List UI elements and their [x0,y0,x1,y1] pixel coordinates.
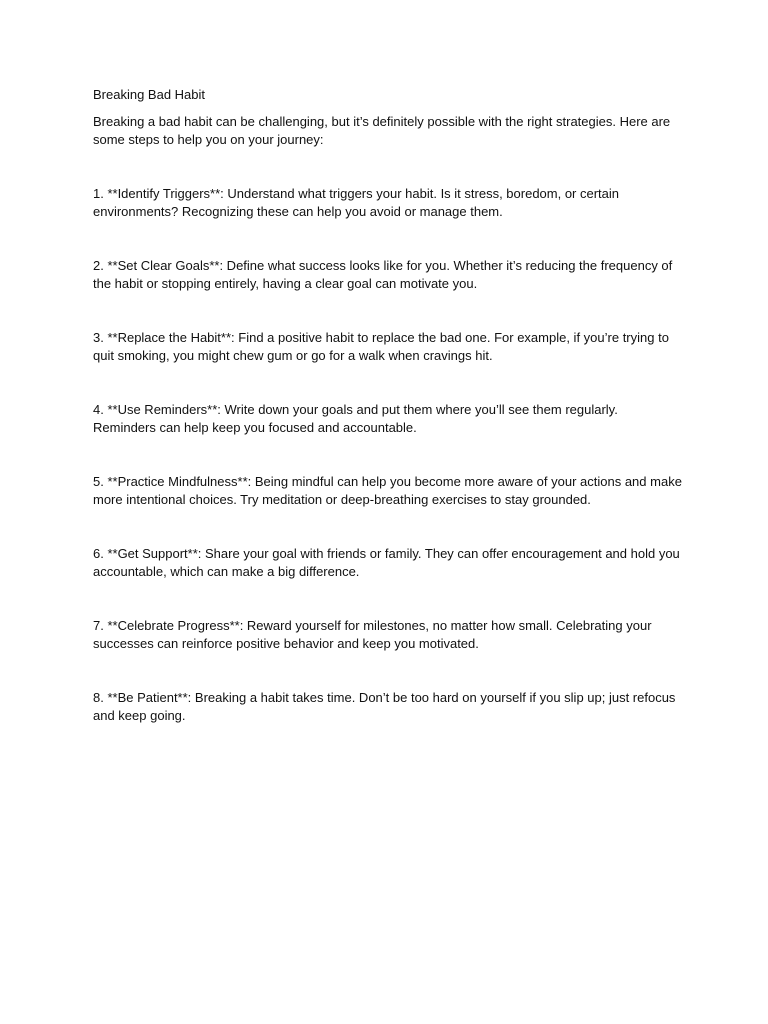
step-paragraph: 7. **Celebrate Progress**: Reward yourself for milestones, no matter how small. Celebrating your successes can reinforce positive behavior and keep you motivated. [93,618,652,651]
step-paragraph: 3. **Replace the Habit**: Find a positive habit to replace the bad one. For example, if you’re trying to quit smoking, you might chew gum or go for a walk when cravings hit. [93,330,669,363]
step-paragraph: 2. **Set Clear Goals**: Define what success looks like for you. Whether it’s reducing the frequency of the habit or stopping entirely, having a clear goal can motivate you. [93,258,673,291]
step-paragraph: 4. **Use Reminders**: Write down your goals and put them where you’ll see them regularly. Reminders can help keep you focused and accountable. [93,402,618,435]
step-paragraph: 6. **Get Support**: Share your goal with friends or family. They can offer encouragement and hold you accountable, which can make a big difference. [93,546,680,579]
intro-paragraph: Breaking a bad habit can be challenging, but it’s definitely possible with the right strategies. Here are some steps to help you on your journey: [93,114,671,147]
step-paragraph: 1. **Identify Triggers**: Understand what triggers your habit. Is it stress, boredom, or certain environments? Recognizing these can help you avoid or manage them. [93,186,620,219]
document-title: Breaking Bad Habit [93,87,206,102]
step-paragraph: 5. **Practice Mindfulness**: Being mindful can help you become more aware of your actions and make more intentional choices. Try meditation or deep-breathing exercises to stay grounded. [93,474,682,507]
document-page [93,86,683,725]
step-paragraph: 8. **Be Patient**: Breaking a habit takes time. Don’t be too hard on yourself if you slip up; just refocus and keep going. [93,690,676,723]
